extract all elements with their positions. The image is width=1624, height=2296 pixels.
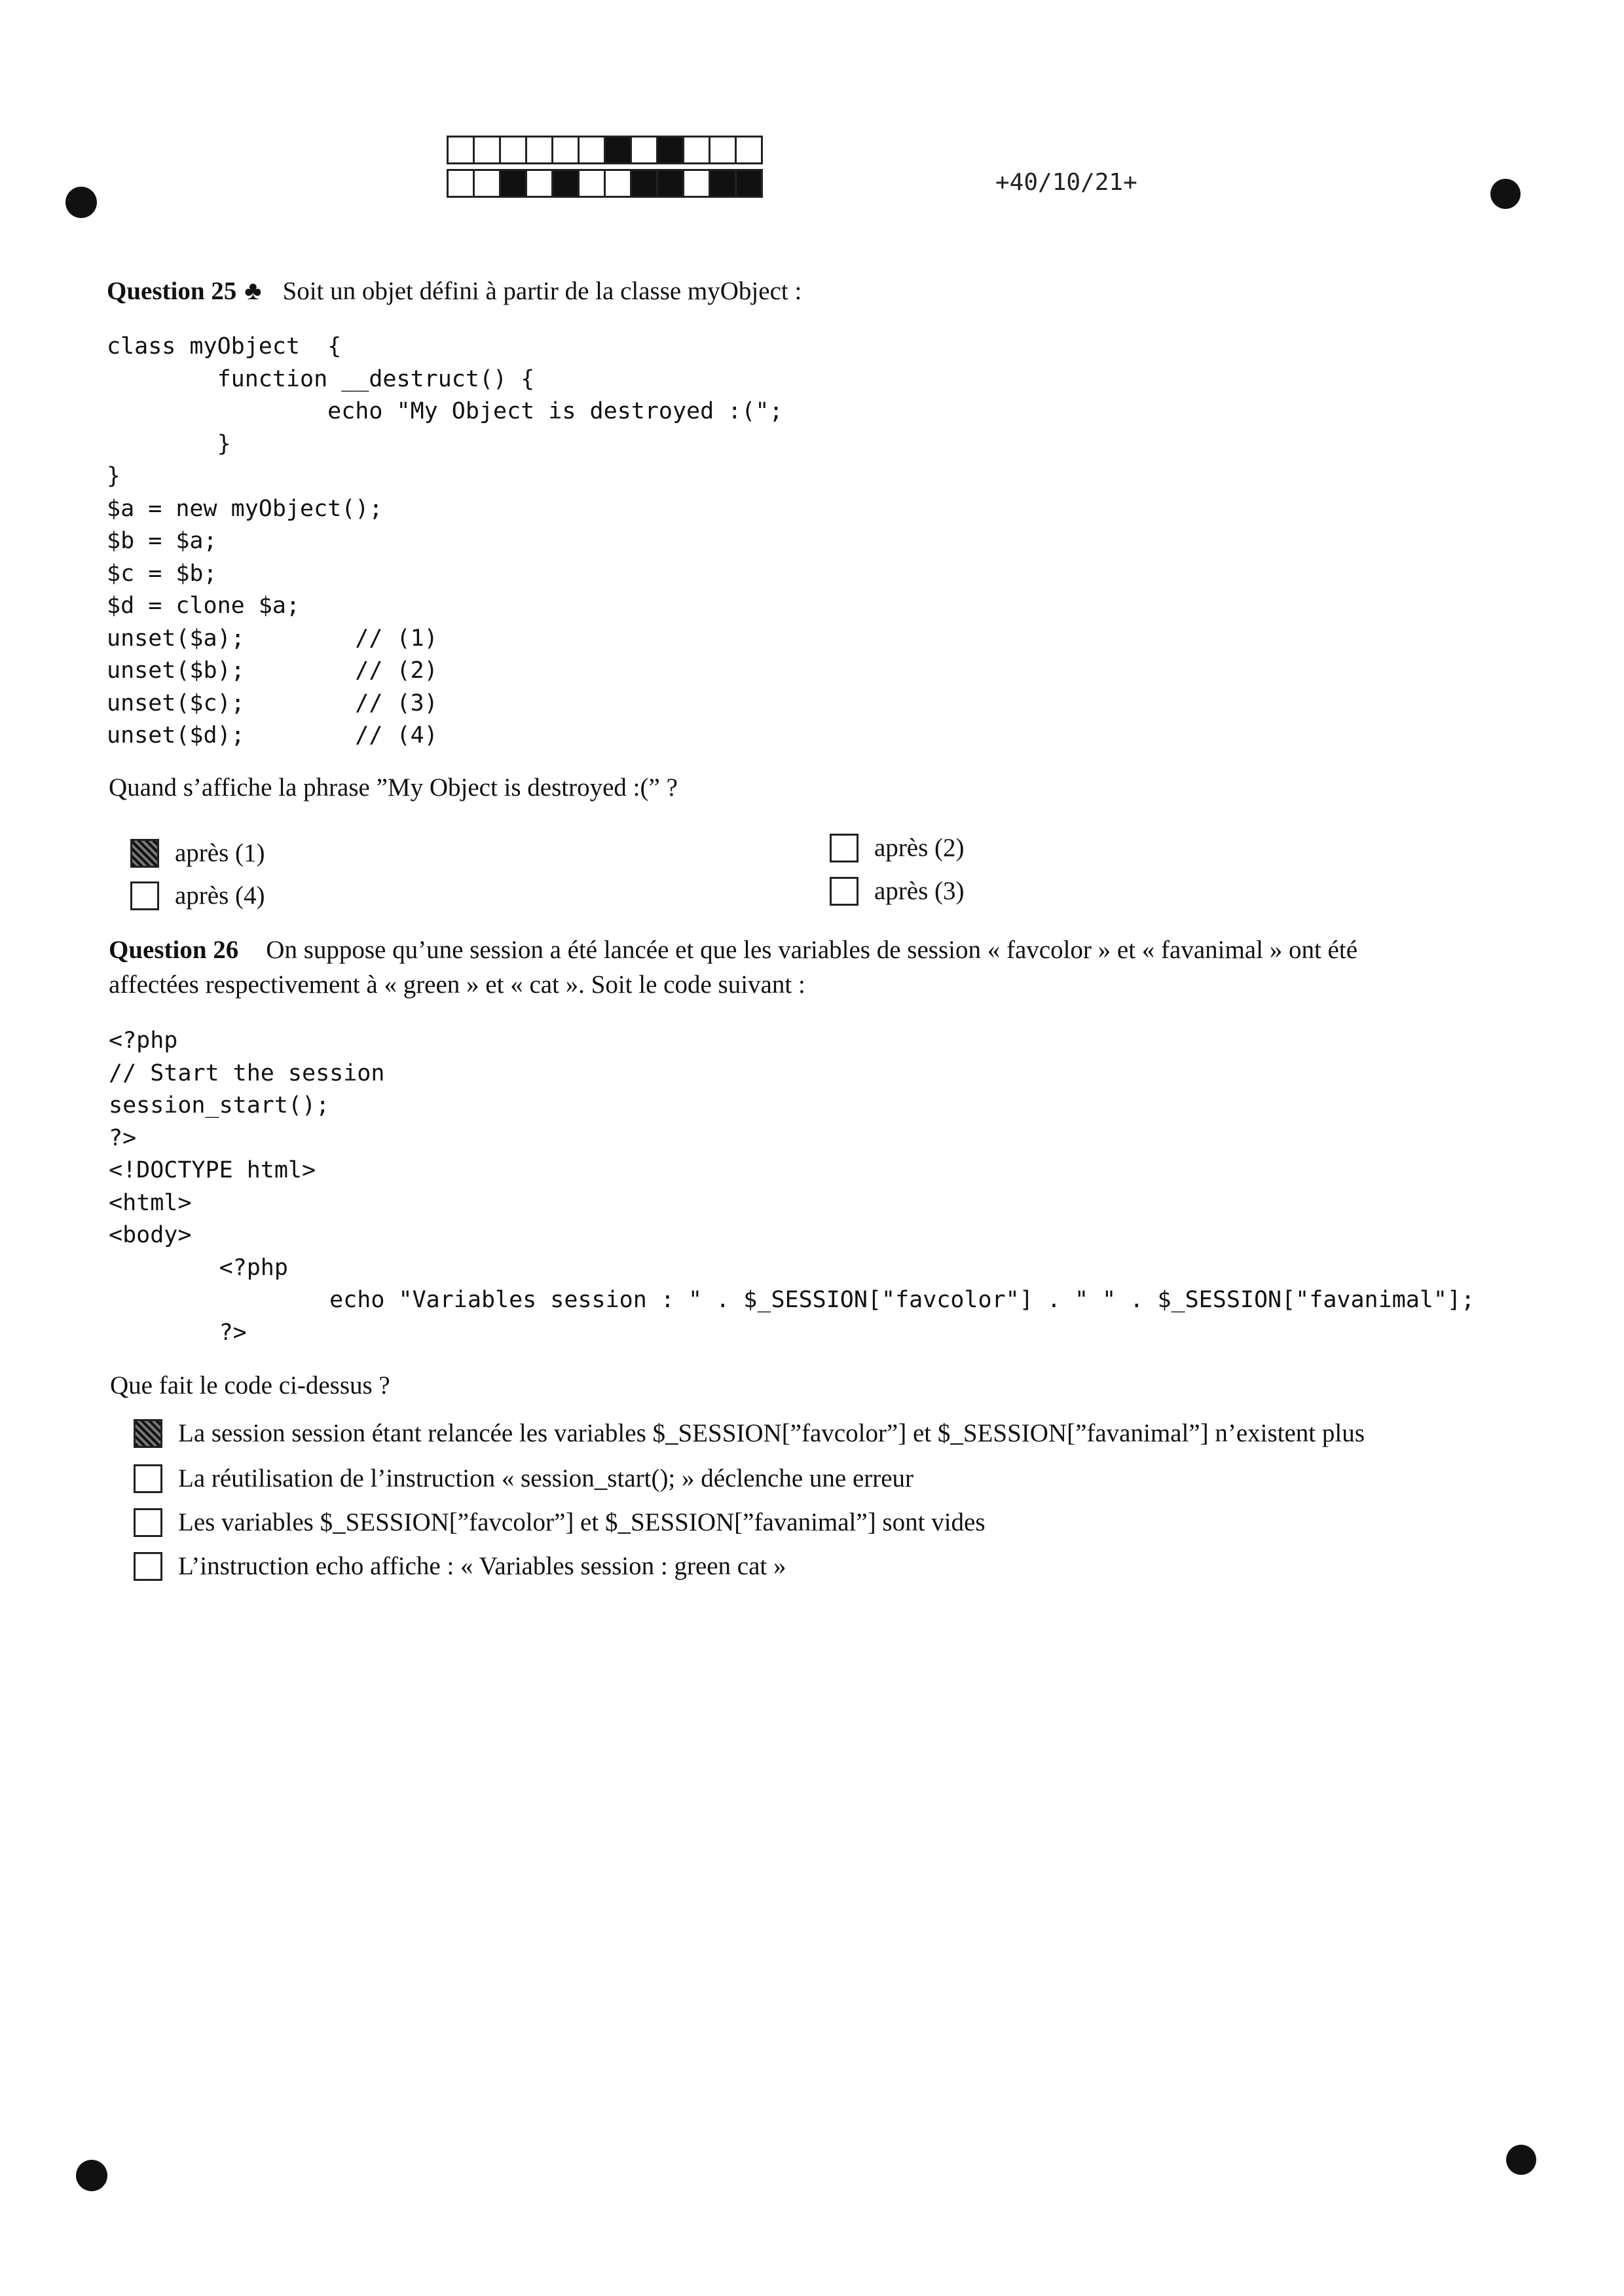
q25-option-2-label: après (2): [874, 834, 965, 862]
q26-option-d[interactable]: [134, 1551, 786, 1581]
barcode-cell: [632, 171, 658, 196]
q26-option-d-label: L’instruction echo affiche : « Variables session : green cat »: [178, 1552, 786, 1580]
q25-option-3[interactable]: [830, 876, 965, 906]
q25-option-4-label: après (4): [175, 881, 265, 910]
barcode-cell: [632, 138, 658, 162]
barcode-cell: [710, 171, 737, 196]
barcode-cell: [449, 171, 475, 196]
q25-option-1[interactable]: [130, 838, 265, 868]
q26-title: [109, 935, 1357, 965]
barcode-cell: [684, 138, 710, 162]
q25-checkbox-2[interactable]: [830, 834, 858, 862]
barcode-cell: [527, 171, 553, 196]
registration-mark-bottom-left: [76, 2160, 107, 2191]
barcode-row-2: [447, 169, 763, 198]
barcode-cell: [606, 138, 632, 162]
barcode-cell: [553, 138, 580, 162]
barcode-cell: [580, 138, 606, 162]
barcode-cell: [449, 138, 475, 162]
barcode-cell: [475, 138, 501, 162]
registration-mark-bottom-right: [1506, 2145, 1536, 2175]
barcode-cell: [658, 138, 684, 162]
q26-checkbox-d[interactable]: [134, 1552, 162, 1581]
barcode-cell: [553, 171, 580, 196]
q25-checkbox-1[interactable]: [130, 839, 159, 868]
q26-option-a[interactable]: [134, 1418, 1365, 1448]
q26-option-c[interactable]: [134, 1508, 986, 1537]
q26-question: Que fait le code ci-dessus ?: [110, 1371, 390, 1399]
q25-code: class myObject { function __destruct() { echo "My Object is destroyed :("; } } $a = new myObject(); $b = $a; $c = $b; $d = clone $a; unset($a); // (1) unset($b); // (2) unset($c); // (3) unset($d); // (4): [107, 333, 783, 749]
barcode-cell: [501, 171, 527, 196]
registration-mark-top-left: [65, 187, 97, 218]
q26-checkbox-b[interactable]: [134, 1464, 162, 1493]
q26-number: Question 26: [109, 936, 239, 964]
barcode-cell: [710, 138, 737, 162]
barcode-cell: [527, 138, 553, 162]
q25-option-4[interactable]: [130, 881, 265, 910]
q26-option-a-label: La session session étant relancée les variables $_SESSION[”favcolor”] et $_SESSION[”favanimal”] n’existent plus: [178, 1419, 1365, 1447]
q26-checkbox-c[interactable]: [134, 1508, 162, 1537]
barcode-cell: [580, 171, 606, 196]
barcode-cell: [606, 171, 632, 196]
barcode-cell: [737, 138, 761, 162]
barcode-cell: [737, 171, 761, 196]
club-icon: ♣: [244, 276, 262, 305]
barcode-cell: [658, 171, 684, 196]
q25-question: Quand s’affiche la phrase ”My Object is destroyed :(” ?: [109, 773, 678, 802]
q26-option-c-label: Les variables $_SESSION[”favcolor”] et $_SESSION[”favanimal”] sont vides: [178, 1508, 986, 1536]
barcode-row-1: [447, 136, 763, 164]
q25-option-2[interactable]: [830, 833, 965, 862]
q26-option-b[interactable]: [134, 1464, 913, 1493]
q26-code: <?php // Start the session session_start(); ?> <!DOCTYPE html> <html> <body> <?php echo "Variables session : " . $_SESSION["favcolor"] . " " . $_SESSION["favanimal"]; ?>: [109, 1028, 1475, 1346]
barcode-cell: [475, 171, 501, 196]
q26-checkbox-a[interactable]: [134, 1419, 162, 1448]
registration-mark-top-right: [1490, 179, 1521, 209]
barcode-cell: [684, 171, 710, 196]
q26-prompt-line-2: affectées respectivement à « green » et « cat ». Soit le code suivant :: [109, 971, 805, 999]
barcode-cell: [501, 138, 527, 162]
q25-checkbox-3[interactable]: [830, 877, 858, 906]
q25-option-1-label: après (1): [175, 839, 265, 867]
page-id: +40/10/21+: [995, 169, 1137, 196]
q25-title: [107, 275, 802, 306]
q25-prompt: Soit un objet défini à partir de la classe myObject :: [282, 277, 802, 305]
q26-option-b-label: La réutilisation de l’instruction « session_start(); » déclenche une erreur: [178, 1464, 914, 1492]
q25-number: Question 25: [107, 277, 237, 305]
q26-prompt-line-1: On suppose qu’une session a été lancée et que les variables de session « favcolor » et « favanimal » ont été: [266, 936, 1357, 964]
q25-option-3-label: après (3): [874, 877, 965, 905]
q25-checkbox-4[interactable]: [130, 881, 159, 910]
